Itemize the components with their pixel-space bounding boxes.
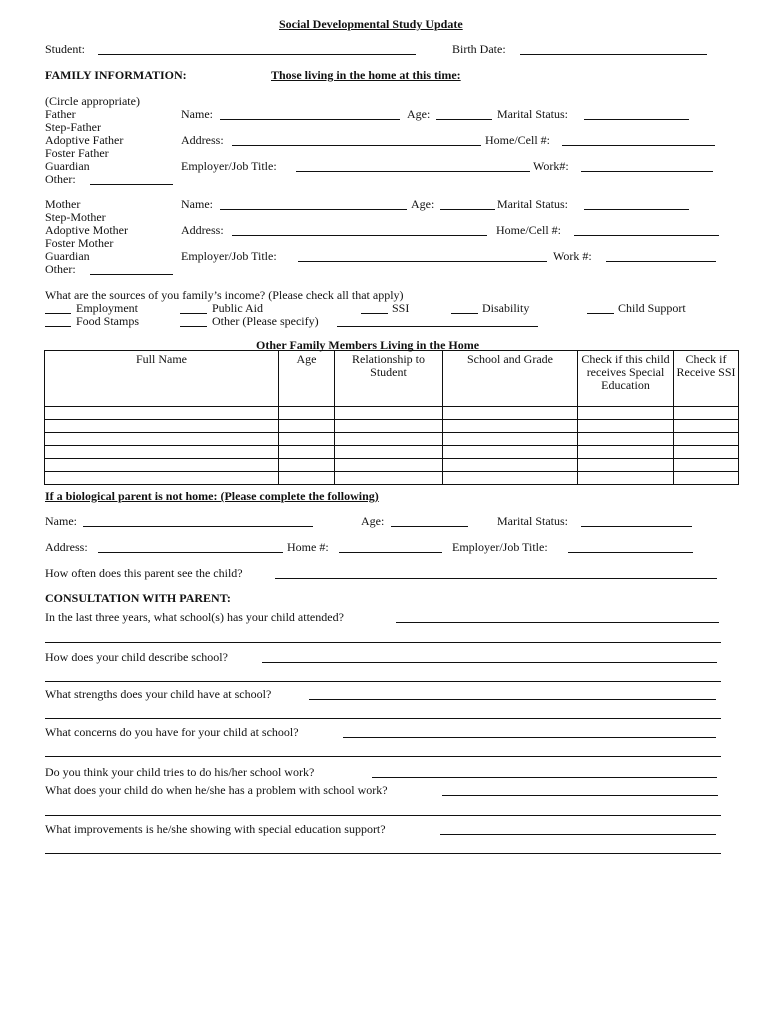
income-disability-label: Disability — [482, 301, 530, 315]
answer-tries-school-work-field[interactable] — [372, 777, 717, 778]
answer-schools-attended-line2[interactable] — [45, 642, 721, 643]
role-other-mother[interactable]: Other: — [45, 262, 76, 276]
income-food-stamps-label: Food Stamps — [76, 314, 140, 328]
table-cell[interactable] — [279, 472, 335, 485]
table-cell[interactable] — [45, 420, 279, 433]
answer-schools-attended-field[interactable] — [396, 622, 719, 623]
question-improvements: What improvements is he/she showing with special education support? — [45, 822, 386, 836]
mother-employer-label: Employer/Job Title: — [181, 249, 277, 263]
father-name-label: Name: — [181, 107, 213, 121]
table-cell[interactable] — [279, 459, 335, 472]
table-cell[interactable] — [578, 420, 674, 433]
income-disability-checkbox[interactable] — [451, 313, 478, 314]
answer-improvements-line2[interactable] — [45, 853, 721, 854]
bio-home-field[interactable] — [339, 552, 442, 553]
role-foster-father[interactable]: Foster Father — [45, 146, 109, 160]
table-cell[interactable] — [578, 407, 674, 420]
consultation-heading: CONSULTATION WITH PARENT: — [45, 591, 231, 605]
role-foster-mother[interactable]: Foster Mother — [45, 236, 114, 250]
table-cell[interactable] — [279, 407, 335, 420]
income-other-label: Other (Please specify) — [212, 314, 319, 328]
col-relationship: Relationship to Student — [335, 351, 443, 407]
table-cell[interactable] — [335, 459, 443, 472]
mother-homecell-label: Home/Cell #: — [496, 223, 561, 237]
table-cell[interactable] — [674, 472, 739, 485]
father-age-field[interactable] — [436, 119, 492, 120]
role-step-father[interactable]: Step-Father — [45, 120, 101, 134]
income-child-support-label: Child Support — [618, 301, 686, 315]
income-child-support-checkbox[interactable] — [587, 313, 614, 314]
bio-see-child-field[interactable] — [275, 578, 717, 579]
bio-address-field[interactable] — [98, 552, 283, 553]
role-father[interactable]: Father — [45, 107, 76, 121]
answer-improvements-field[interactable] — [440, 834, 716, 835]
bio-age-label: Age: — [361, 514, 385, 528]
bio-name-field[interactable] — [83, 526, 313, 527]
mother-marital-label: Marital Status: — [497, 197, 568, 211]
table-cell[interactable] — [335, 446, 443, 459]
answer-describe-school-field[interactable] — [262, 662, 717, 663]
table-cell[interactable] — [674, 459, 739, 472]
table-cell[interactable] — [578, 433, 674, 446]
question-schools-attended: In the last three years, what school(s) has your child attended? — [45, 610, 344, 624]
mother-age-label: Age: — [411, 197, 435, 211]
table-cell[interactable] — [335, 433, 443, 446]
bio-marital-field[interactable] — [581, 526, 692, 527]
form-title: Social Developmental Study Update — [279, 17, 463, 31]
birth-date-label: Birth Date: — [452, 42, 506, 56]
other-mother-field[interactable] — [90, 274, 173, 275]
other-father-field[interactable] — [90, 184, 173, 185]
table-cell[interactable] — [443, 420, 578, 433]
father-homecell-field[interactable] — [562, 145, 715, 146]
table-cell[interactable] — [335, 407, 443, 420]
bio-employer-label: Employer/Job Title: — [452, 540, 548, 554]
mother-address-label: Address: — [181, 223, 224, 237]
bio-see-child-label: How often does this parent see the child? — [45, 566, 243, 580]
table-cell[interactable] — [443, 472, 578, 485]
table-cell[interactable] — [674, 407, 739, 420]
table-cell[interactable] — [45, 433, 279, 446]
mother-marital-field[interactable] — [584, 209, 689, 210]
answer-concerns-field[interactable] — [343, 737, 716, 738]
student-label: Student: — [45, 42, 86, 56]
role-guardian-mother[interactable]: Guardian — [45, 249, 90, 263]
table-cell[interactable] — [279, 446, 335, 459]
bio-parent-heading: If a biological parent is not home: (Please complete the following) — [45, 489, 379, 503]
table-row — [45, 407, 739, 420]
col-school-grade: School and Grade — [443, 351, 578, 407]
father-marital-label: Marital Status: — [497, 107, 568, 121]
circle-note: (Circle appropriate) — [45, 94, 140, 108]
members-table — [44, 350, 739, 485]
role-adoptive-father[interactable]: Adoptive Father — [45, 133, 124, 147]
income-employment-checkbox[interactable] — [45, 313, 71, 314]
mother-name-label: Name: — [181, 197, 213, 211]
father-name-field[interactable] — [220, 119, 400, 120]
table-row — [45, 472, 739, 485]
table-row — [45, 420, 739, 433]
father-address-label: Address: — [181, 133, 224, 147]
question-concerns: What concerns do you have for your child at school? — [45, 725, 299, 739]
mother-work-label: Work #: — [553, 249, 592, 263]
income-employment-label: Employment — [76, 301, 138, 315]
answer-strengths-line2[interactable] — [45, 718, 721, 719]
student-field[interactable] — [98, 54, 416, 55]
table-cell[interactable] — [578, 472, 674, 485]
table-cell[interactable] — [674, 446, 739, 459]
question-tries-school-work: Do you think your child tries to do his/her school work? — [45, 765, 315, 779]
table-cell[interactable] — [45, 472, 279, 485]
mother-address-field[interactable] — [232, 235, 487, 236]
table-cell[interactable] — [443, 446, 578, 459]
income-question: What are the sources of you family’s income? (Please check all that apply) — [45, 288, 404, 302]
table-cell[interactable] — [578, 459, 674, 472]
income-public-aid-checkbox[interactable] — [180, 313, 207, 314]
father-homecell-label: Home/Cell #: — [485, 133, 550, 147]
role-other-father[interactable]: Other: — [45, 172, 76, 186]
answer-describe-school-line2[interactable] — [45, 681, 721, 682]
table-cell[interactable] — [335, 420, 443, 433]
role-guardian-father[interactable]: Guardian — [45, 159, 90, 173]
members-table-title: Other Family Members Living in the Home — [256, 338, 480, 352]
bio-address-label: Address: — [45, 540, 88, 554]
table-cell[interactable] — [674, 420, 739, 433]
income-ssi-checkbox[interactable] — [361, 313, 388, 314]
income-other-checkbox[interactable] — [180, 326, 207, 327]
income-other-field[interactable] — [337, 326, 538, 327]
bio-employer-field[interactable] — [568, 552, 693, 553]
table-cell[interactable] — [279, 420, 335, 433]
col-special-education: Check if this child receives Special Education — [578, 351, 674, 407]
father-address-field[interactable] — [232, 145, 481, 146]
table-row — [45, 433, 739, 446]
father-employer-field[interactable] — [296, 171, 530, 172]
table-cell[interactable] — [674, 433, 739, 446]
table-cell[interactable] — [45, 459, 279, 472]
role-adoptive-mother[interactable]: Adoptive Mother — [45, 223, 128, 237]
col-full-name: Full Name — [45, 351, 279, 407]
table-cell[interactable] — [443, 407, 578, 420]
col-age: Age — [279, 351, 335, 407]
bio-marital-label: Marital Status: — [497, 514, 568, 528]
question-problem-school-work: What does your child do when he/she has a problem with school work? — [45, 783, 388, 797]
income-public-aid-label: Public Aid — [212, 301, 264, 315]
birth-date-field[interactable] — [520, 54, 707, 55]
answer-problem-school-work-field[interactable] — [442, 795, 718, 796]
table-cell[interactable] — [443, 459, 578, 472]
mother-name-field[interactable] — [220, 209, 407, 210]
table-cell[interactable] — [443, 433, 578, 446]
father-work-field[interactable] — [581, 171, 713, 172]
table-cell[interactable] — [45, 446, 279, 459]
father-work-label: Work#: — [533, 159, 569, 173]
answer-strengths-field[interactable] — [309, 699, 716, 700]
bio-home-label: Home #: — [287, 540, 329, 554]
col-receive-ssi: Check if Receive SSI — [674, 351, 739, 407]
family-info-subheading: Those living in the home at this time: — [271, 68, 461, 82]
question-strengths: What strengths does your child have at school? — [45, 687, 272, 701]
table-cell[interactable] — [45, 407, 279, 420]
bio-name-label: Name: — [45, 514, 77, 528]
table-row — [45, 459, 739, 472]
mother-work-field[interactable] — [606, 261, 716, 262]
table-cell[interactable] — [578, 446, 674, 459]
mother-employer-field[interactable] — [298, 261, 547, 262]
mother-homecell-field[interactable] — [574, 235, 719, 236]
role-step-mother[interactable]: Step-Mother — [45, 210, 106, 224]
mother-age-field[interactable] — [440, 209, 495, 210]
family-info-heading: FAMILY INFORMATION: — [45, 68, 187, 82]
question-describe-school: How does your child describe school? — [45, 650, 228, 664]
father-age-label: Age: — [407, 107, 431, 121]
answer-problem-school-work-line2[interactable] — [45, 815, 721, 816]
father-employer-label: Employer/Job Title: — [181, 159, 277, 173]
answer-concerns-line2[interactable] — [45, 756, 721, 757]
table-cell[interactable] — [279, 433, 335, 446]
role-mother[interactable]: Mother — [45, 197, 81, 211]
father-marital-field[interactable] — [584, 119, 689, 120]
income-ssi-label: SSI — [392, 301, 410, 315]
bio-age-field[interactable] — [391, 526, 468, 527]
income-food-stamps-checkbox[interactable] — [45, 326, 71, 327]
table-row — [45, 446, 739, 459]
table-cell[interactable] — [335, 472, 443, 485]
